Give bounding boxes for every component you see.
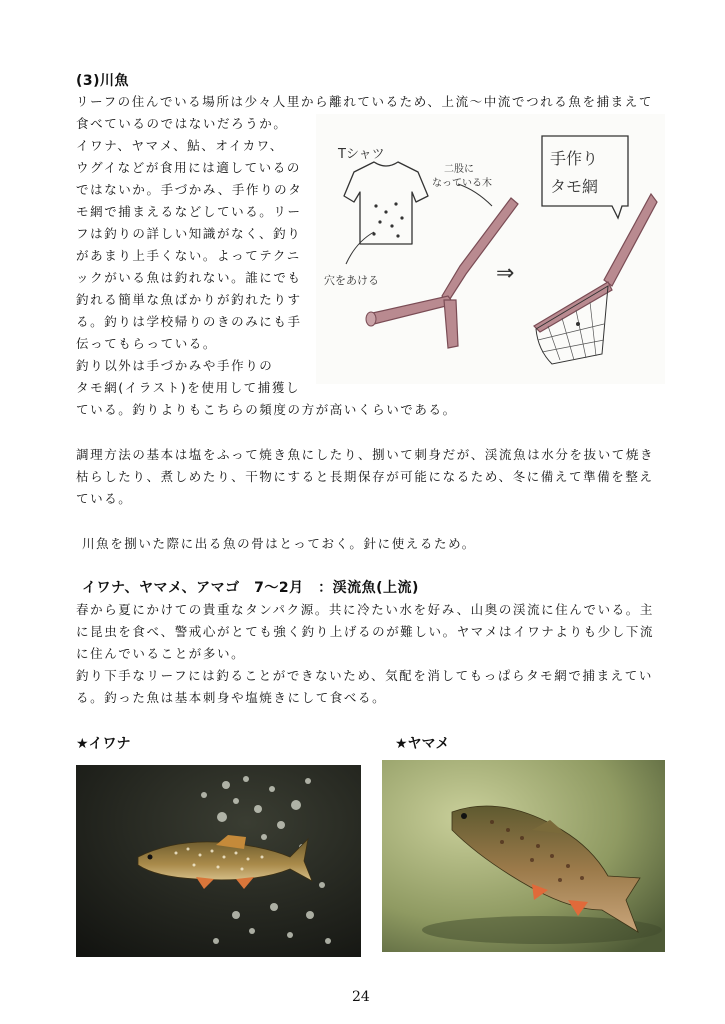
intro-line: 食べているのではないだろうか。 <box>76 116 288 131</box>
label-forked-tree-2: なっている木 <box>432 178 492 189</box>
intro-line: る。釣りは学校帰りのきのみにも手 <box>76 314 302 329</box>
subsection-line: に昆虫を食べ、警戒心がとても強く釣り上げるのが難しい。ヤマメはイワナよりも少し下流 <box>76 624 655 639</box>
intro-line: 釣り以外は手づかみや手作りの <box>76 358 274 373</box>
sketch-drawing <box>316 114 665 384</box>
intro-line: 釣れる簡単な魚ばかりが釣れたりす <box>76 292 302 307</box>
intro-line: フは釣りの詳しい知識がなく、釣り <box>76 226 302 241</box>
iwana-caption: ★イワナ <box>76 736 131 752</box>
yamame-photo <box>382 760 665 952</box>
section-title: (3)川魚 <box>76 73 130 89</box>
subsection-line: る。釣った魚は基本刺身や塩焼きにして食べる。 <box>76 690 387 705</box>
bone-note: 川魚を捌いた際に出る魚の骨はとっておく。針に使えるため。 <box>82 536 476 551</box>
label-tshirt: Tシャツ <box>338 147 385 162</box>
subsection-line: 釣り下手なリーフには釣ることができないため、気配を消してもっぱらタモ網で捕まえてい <box>76 668 653 683</box>
intro-line: リーフの住んでいる場所は少々人里から離れているため、上流～中流でつれる魚を捕まえて <box>76 94 653 109</box>
intro-line: イワナ、ヤマメ、鮎、オイカワ、 <box>76 138 284 153</box>
intro-line: ウグイなどが食用には適しているの <box>76 160 301 175</box>
yamame-caption: ★ヤマメ <box>395 736 450 752</box>
intro-line: があまり上手くない。よってテクニ <box>76 248 301 263</box>
cooking-line: ている。 <box>76 491 133 506</box>
cooking-line: 調理方法の基本は塩をふって焼き魚にしたり、捌いて刺身だが、渓流魚は水分を抜いて焼き <box>76 447 655 462</box>
intro-line: モ網で捕まえるなどしている。リー <box>76 204 302 219</box>
label-make-holes: 穴をあける <box>324 274 379 287</box>
iwana-photo <box>76 765 361 957</box>
intro-line: タモ網(イラスト)を使用して捕獲し <box>76 380 301 395</box>
intro-line: ている。釣りよりもこちらの頻度の方が高いくらいである。 <box>76 402 457 417</box>
label-forked-tree-1: 二股に <box>444 164 474 175</box>
label-handmade-1: 手作り <box>550 149 599 168</box>
label-handmade-2: タモ網 <box>550 177 599 196</box>
subsection-line: に住んでいることが多い。 <box>76 646 246 661</box>
intro-line: ではないか。手づかみ、手作りのタ <box>76 182 303 197</box>
intro-line: 伝ってもらっている。 <box>76 336 218 351</box>
page-number: 24 <box>352 989 370 1005</box>
subsection-line: 春から夏にかけての貴重なタンパク源。共に冷たい水を好み、山奥の渓流に住んでいる。主 <box>76 602 654 617</box>
cooking-line: 枯らしたり、煮しめたり、干物にすると長期保存が可能になるため、冬に備えて準備を整え <box>76 469 654 484</box>
arrow-icon: ⇒ <box>496 261 515 286</box>
subsection-title: イワナ、ヤマメ、アマゴ 7～2月 ：渓流魚(上流) <box>82 580 419 596</box>
tamo-net-illustration <box>316 114 665 384</box>
intro-line: ックがいる魚は釣れない。誰にでも <box>76 270 302 285</box>
